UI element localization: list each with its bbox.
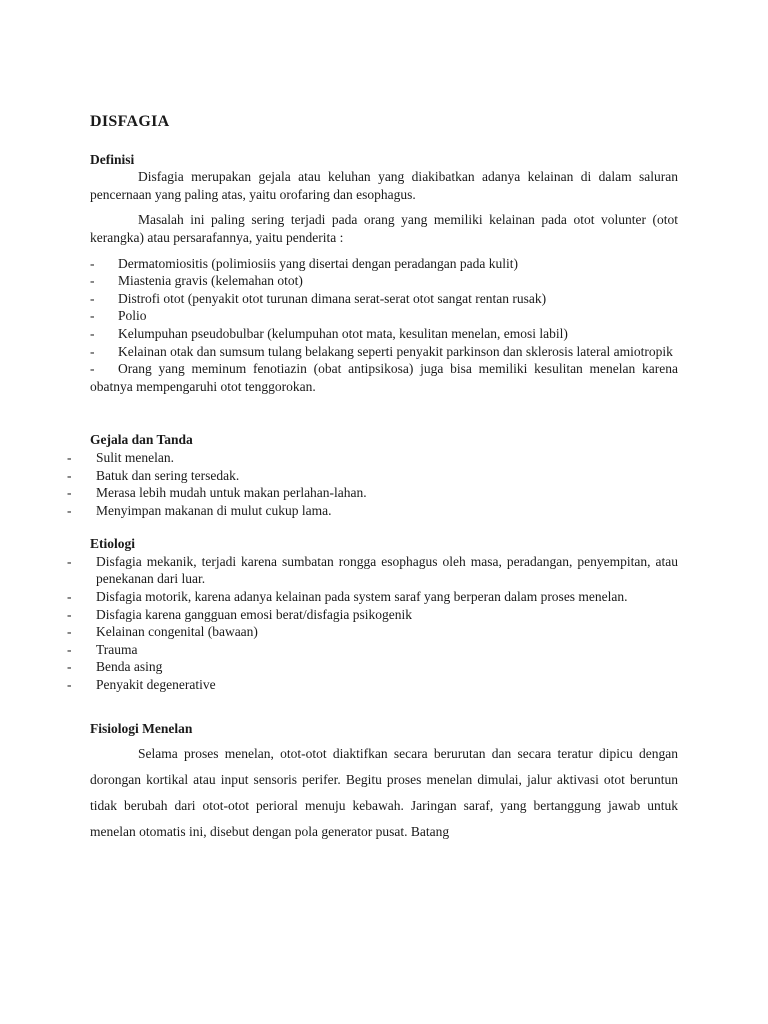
list-item: - Disfagia mekanik, terjadi karena sumbatan rongga esophagus oleh masa, peradangan, penyempitan, atau penekanan dari luar. [67, 553, 678, 587]
list-item: - Kelainan otak dan sumsum tulang belakang seperti penyakit parkinson dan sklerosis lateral amiotropik [90, 343, 673, 359]
penderita-list [90, 255, 678, 343]
list-item: - Distrofi otot (penyakit otot turunan dimana serat-serat otot sangat rentan rusak) [90, 290, 547, 306]
list-item: - Batuk dan sering tersedak. [67, 467, 240, 483]
definisi-paragraph-2: Masalah ini paling sering terjadi pada orang yang memiliki kelainan pada otot volunter (otot kerangka) atau persarafannya, yaitu penderita : [90, 212, 678, 245]
gejala-list [67, 449, 678, 519]
list-item: - Disfagia karena gangguan emosi berat/disfagia psikogenik [67, 606, 413, 622]
document-page [67, 113, 678, 845]
list-item: - Dermatomiositis (polimiosiis yang disertai dengan peradangan pada kulit) [90, 255, 519, 271]
list-item: - Kelumpuhan pseudobulbar (kelumpuhan otot mata, kesulitan menelan, emosi labil) [90, 325, 568, 341]
list-item: - Polio [90, 308, 147, 324]
list-item: - Sulit menelan. [67, 449, 174, 465]
list-item: - Kelainan congenital (bawaan) [67, 624, 258, 640]
penderita-list-wrapped [90, 343, 678, 396]
list-item: - Benda asing [67, 659, 163, 675]
definisi-heading: Definisi [90, 151, 135, 167]
fisiologi-heading: Fisiologi Menelan [90, 720, 193, 736]
fisiologi-paragraph: Selama proses menelan, otot-otot diaktifkan secara berurutan dan secara teratur dipicu dengan dorongan kortikal atau input sensoris perifer. Begitu proses menelan dimulai, jalur aktivasi otot beruntun tidak berubah dari otot-otot perioral menuju kebawah. Jaringan saraf, yang bertanggung jawab untuk menelan otomatis ini, disebut dengan pola generator pusat. Batang [90, 746, 678, 840]
etiologi-list [67, 553, 678, 694]
fisiologi-section [90, 720, 678, 846]
list-item: - Disfagia motorik, karena adanya kelainan pada system saraf yang berperan dalam proses menelan. [67, 589, 628, 605]
list-item: - Orang yang meminum fenotiazin (obat antipsikosa) juga bisa memiliki kesulitan menelan karena obatnya mempengaruhi otot tenggorokan. [90, 361, 678, 394]
document-title: DISFAGIA [90, 113, 170, 130]
list-item: - Merasa lebih mudah untuk makan perlahan-lahan. [67, 485, 367, 501]
gejala-heading: Gejala dan Tanda [90, 432, 193, 448]
definisi-paragraph-1: Disfagia merupakan gejala atau keluhan yang diakibatkan adanya kelainan di dalam saluran pencernaan yang paling atas, yaitu orofaring dan esophagus. [90, 169, 678, 202]
list-item: - Miastenia gravis (kelemahan otot) [90, 273, 303, 289]
etiologi-heading: Etiologi [90, 536, 136, 552]
list-item: - Trauma [67, 641, 138, 657]
list-item: - Penyakit degenerative [67, 677, 216, 693]
list-item: - Menyimpan makanan di mulut cukup lama. [67, 502, 332, 518]
